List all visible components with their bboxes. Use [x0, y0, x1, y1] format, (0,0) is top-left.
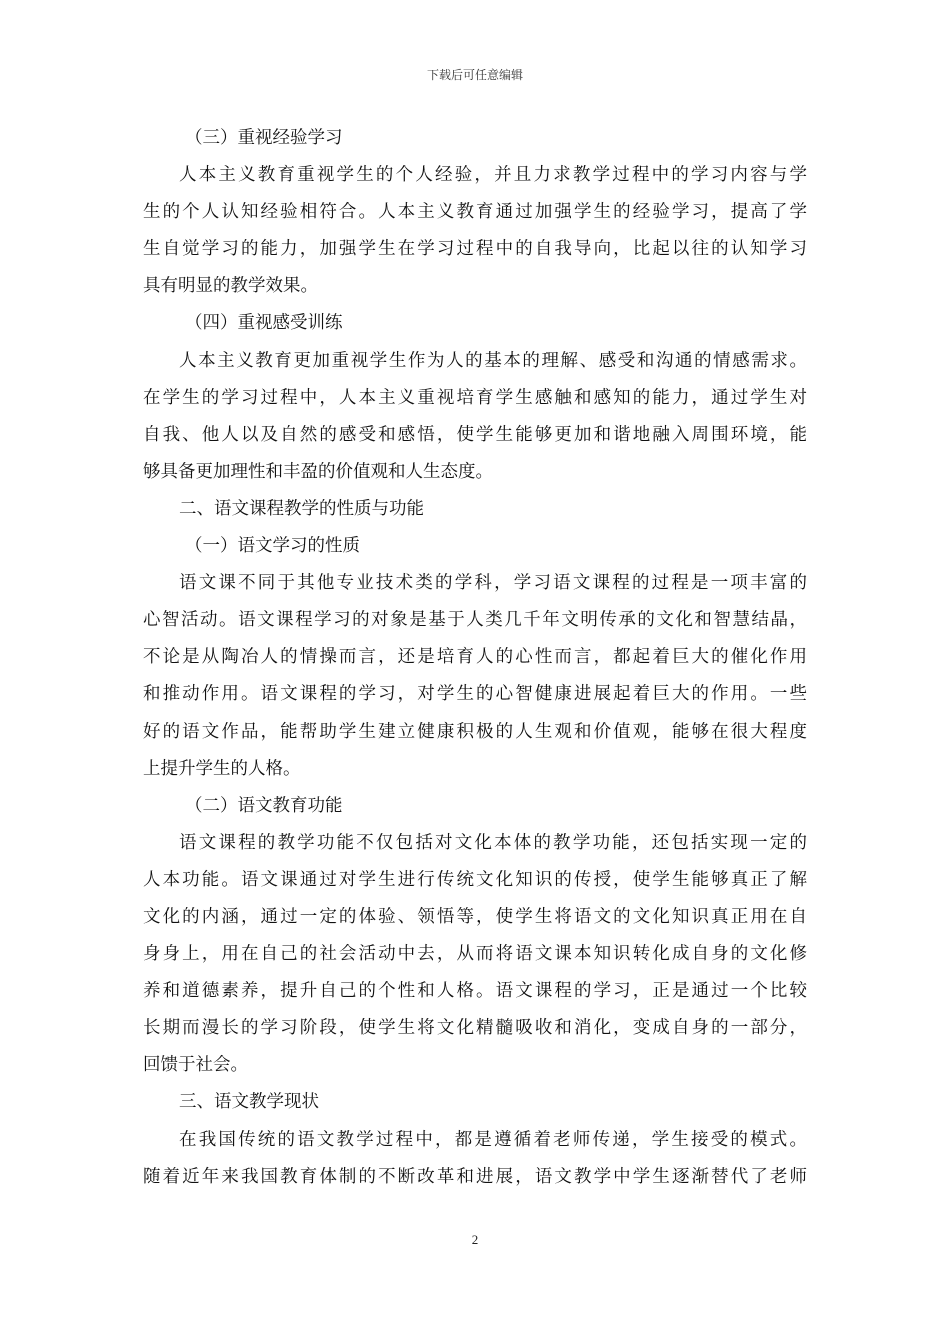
paragraph-last-line: 上提升学生的人格。: [143, 758, 301, 779]
paragraph-line: 不论是从陶冶人的情操而言，还是培育人的心性而言，都起着巨大的催化作用: [143, 647, 807, 668]
paragraph-line: 自我、他人以及自然的感受和感悟，使学生能够更加和谐地融入周围环境，能: [143, 424, 807, 445]
paragraph-line: 生自觉学习的能力，加强学生在学习过程中的自我导向，比起以往的认知学习: [143, 239, 807, 260]
section-heading: 三、语文教学现状: [179, 1092, 319, 1113]
paragraph-first-line: 在我国传统的语文教学过程中，都是遵循着老师传递，学生接受的模式。: [179, 1129, 807, 1150]
paragraph-line: 文化的内涵，通过一定的体验、领悟等，使学生将语文的文化知识真正用在自: [143, 906, 807, 927]
paragraph-line: 养和道德素养，提升自己的个性和人格。语文课程的学习，正是通过一个比较: [143, 981, 807, 1002]
paragraph-last-line: 够具备更加理性和丰盈的价值观和人生态度。: [143, 461, 493, 482]
subsection-heading: （四）重视感受训练: [185, 313, 343, 334]
paragraph-first-line: 人本主义教育更加重视学生作为人的基本的理解、感受和沟通的情感需求。: [179, 350, 807, 371]
paragraph-line: 好的语文作品，能帮助学生建立健康积极的人生观和价值观，能够在很大程度: [143, 721, 807, 742]
paragraph-line: 和推动作用。语文课程的学习，对学生的心智健康进展起着巨大的作用。一些: [143, 684, 807, 705]
paragraph-line: 随着近年来我国教育体制的不断改革和进展，语文教学中学生逐渐替代了老师: [143, 1166, 807, 1187]
page-header: 下载后可任意编辑: [426, 68, 523, 82]
paragraph-last-line: 具有明显的教学效果。: [143, 276, 318, 297]
paragraph-line: 长期而漫长的学习阶段，使学生将文化精髓吸收和消化，变成自身的一部分，: [143, 1018, 807, 1039]
paragraph-line: 在学生的学习过程中，人本主义重视培育学生感触和感知的能力，通过学生对: [143, 387, 807, 408]
paragraph-first-line: 语文课程的教学功能不仅包括对文化本体的教学功能，还包括实现一定的: [179, 832, 807, 853]
section-heading: 二、语文课程教学的性质与功能: [179, 498, 424, 519]
paragraph-first-line: 人本主义教育重视学生的个人经验，并且力求教学过程中的学习内容与学: [179, 165, 807, 186]
paragraph-line: 人本功能。语文课通过对学生进行传统文化知识的传授，使学生能够真正了解: [143, 869, 807, 890]
subsection-heading: （三）重视经验学习: [185, 128, 343, 148]
page-number: 2: [471, 1232, 479, 1247]
subsection-heading: （一）语文学习的性质: [185, 536, 360, 557]
subsection-heading: （二）语文教育功能: [185, 795, 343, 816]
paragraph-line: 身身上，用在自己的社会活动中去，从而将语文课本知识转化成自身的文化修: [143, 944, 807, 965]
paragraph-first-line: 语文课不同于其他专业技术类的学科，学习语文课程的过程是一项丰富的: [179, 573, 807, 594]
paragraph-line: 心智活动。语文课程学习的对象是基于人类几千年文明传承的文化和智慧结晶，: [143, 610, 807, 631]
paragraph-last-line: 回馈于社会。: [143, 1055, 248, 1076]
document-body: [143, 120, 807, 1196]
paragraph-line: 生的个人认知经验相符合。人本主义教育通过加强学生的经验学习，提高了学: [143, 202, 807, 223]
